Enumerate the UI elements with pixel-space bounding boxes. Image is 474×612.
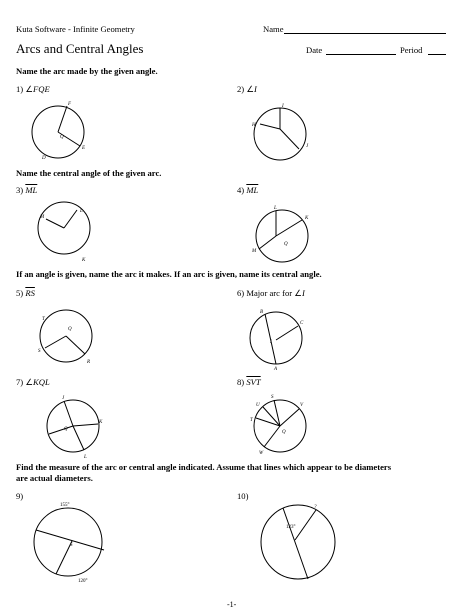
point-label: S xyxy=(38,349,41,354)
point-label: A xyxy=(274,367,278,372)
problem-arc: $\overline{ML}$ xyxy=(246,185,259,195)
point-label: M xyxy=(252,249,257,254)
point-label: J xyxy=(62,396,65,401)
figure-circle-10 xyxy=(250,500,360,584)
section-heading-4-line-1: Find the measure of the arc or central angle indicated. Assume that lines which appear to be diameters xyxy=(16,462,392,472)
figure-circle-9 xyxy=(12,500,122,584)
figure-circle-3 xyxy=(20,200,120,270)
point-label: H xyxy=(252,123,256,128)
point-label: L xyxy=(274,206,277,211)
point-label: U xyxy=(256,403,260,408)
point-label: L xyxy=(84,455,87,460)
problem-10-label xyxy=(237,491,248,501)
problem-number: 4) xyxy=(237,185,245,195)
point-label: Q xyxy=(64,427,68,432)
degree-label: 120° xyxy=(78,579,88,584)
problem-prefix: ∠ xyxy=(25,84,34,94)
section-heading-2: Name the central angle of the given arc. xyxy=(16,168,162,178)
section-heading-3: If an angle is given, name the arc it makes. If an arc is given, name its central angle. xyxy=(16,269,322,279)
point-label: Q xyxy=(284,242,288,247)
degree-label: 155° xyxy=(60,503,70,508)
date-line[interactable] xyxy=(326,54,396,55)
problem-number: 10) xyxy=(237,491,249,501)
problem-8-label xyxy=(237,377,261,387)
problem-angle: KQL xyxy=(33,377,50,387)
figure-circle-6 xyxy=(240,302,340,372)
point-label: J xyxy=(306,144,309,149)
point-label: S xyxy=(271,395,274,400)
page-number: -1- xyxy=(227,600,237,609)
problem-prefix: Major arc for ∠ xyxy=(246,288,302,298)
problem-angle: FQE xyxy=(33,84,50,94)
section-heading-1: Name the arc made by the given angle. xyxy=(16,66,158,76)
problem-number: 6) xyxy=(237,288,245,298)
figure-circle-7 xyxy=(40,390,140,460)
point-label: R xyxy=(87,360,91,365)
figure-circle-5 xyxy=(30,302,130,372)
problem-arc: $\overline{RS}$ xyxy=(25,288,35,298)
figure-circle-8 xyxy=(244,390,344,460)
name-label: Name xyxy=(263,24,284,34)
problem-number: 3) xyxy=(16,185,24,195)
point-label: K xyxy=(305,216,309,221)
problem-angle: I xyxy=(254,84,257,94)
software-name: Kuta Software - Infinite Geometry xyxy=(16,24,135,34)
point-label: F xyxy=(68,102,72,107)
problem-prefix: ∠ xyxy=(25,377,34,387)
problem-7-label xyxy=(16,377,50,388)
point-label: L xyxy=(80,209,83,214)
problem-arc: $\overline{ML}$ xyxy=(25,185,38,195)
period-line[interactable] xyxy=(428,54,446,55)
problem-5-label xyxy=(16,288,35,298)
point-label: M xyxy=(40,215,45,220)
problem-arc: $\overline{SVT}$ xyxy=(246,377,261,387)
point-label: I xyxy=(270,340,272,345)
point-label: K xyxy=(99,420,103,425)
problem-4-label xyxy=(237,185,258,195)
problem-number: 7) xyxy=(16,377,24,387)
problem-2-label xyxy=(237,84,257,95)
point-label: I xyxy=(282,104,284,109)
point-label: ? xyxy=(314,505,317,510)
section-heading-4-line-2: are actual diameters. xyxy=(16,473,93,483)
point-label: C xyxy=(300,321,304,326)
point-label: V xyxy=(300,403,304,408)
problem-number: 8) xyxy=(237,377,245,387)
problem-angle: I xyxy=(302,288,305,298)
date-label: Date xyxy=(306,45,323,55)
problem-6-label xyxy=(237,288,305,299)
point-label: Q xyxy=(282,430,286,435)
point-label: E xyxy=(82,146,86,151)
point-label: T xyxy=(42,317,45,322)
figure-circle-2 xyxy=(240,98,340,168)
problem-number: 2) xyxy=(237,84,245,94)
problem-number: 9) xyxy=(16,491,24,501)
figure-circle-1 xyxy=(10,98,110,168)
point-label: T xyxy=(250,418,253,423)
point-label: W xyxy=(259,451,264,456)
name-line[interactable] xyxy=(284,33,446,34)
problem-prefix: ∠ xyxy=(246,84,255,94)
point-label: Q xyxy=(60,135,64,140)
point-label: S xyxy=(70,543,73,548)
point-label: D xyxy=(42,156,46,161)
period-label: Period xyxy=(400,45,423,55)
worksheet-title: Arcs and Central Angles xyxy=(16,41,144,56)
point-label: B xyxy=(260,310,264,315)
point-label: Q xyxy=(68,327,72,332)
problem-number: 1) xyxy=(16,84,24,94)
degree-label: 123° xyxy=(286,525,296,530)
problem-1-label xyxy=(16,84,50,95)
figure-circle-4 xyxy=(240,200,340,270)
problem-number: 5) xyxy=(16,288,24,298)
point-label: K xyxy=(82,258,86,263)
problem-3-label xyxy=(16,185,37,195)
